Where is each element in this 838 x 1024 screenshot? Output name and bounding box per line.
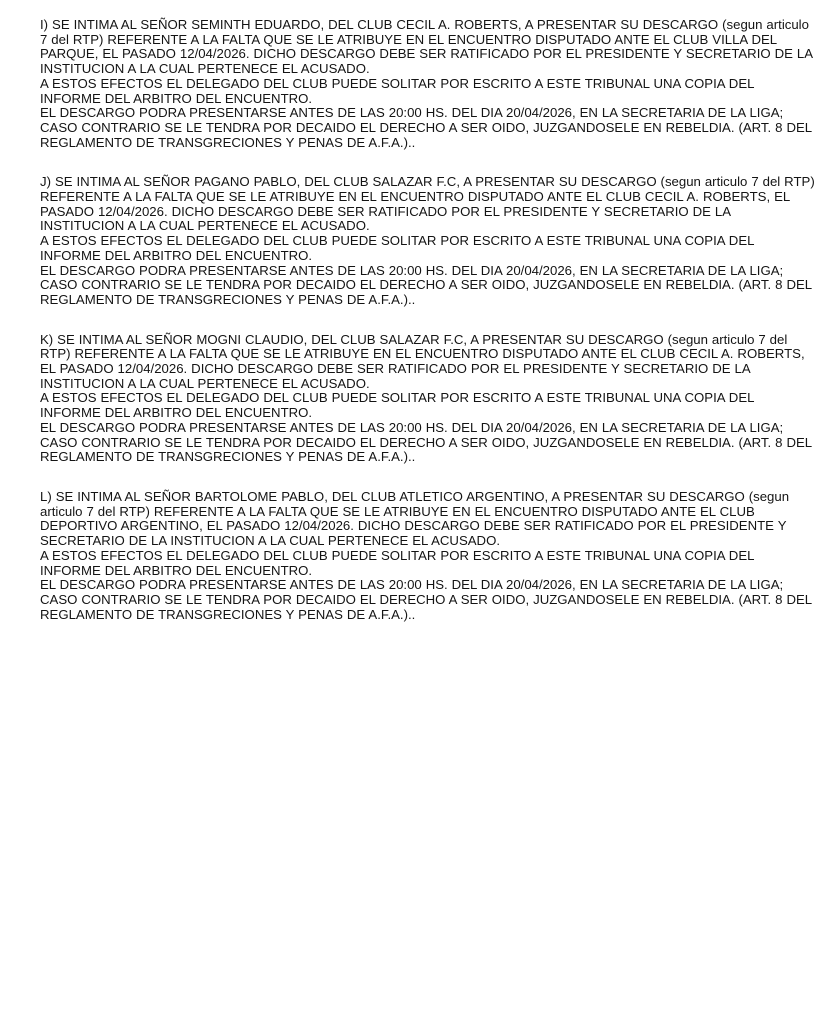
document-body (40, 18, 816, 647)
notice-referee-report-text: A ESTOS EFECTOS EL DELEGADO DEL CLUB PUEDE SOLITAR POR ESCRITO A ESTE TRIBUNAL UNA COPIA DEL INFORME DEL ARBITRO DEL ENCUENTRO. (40, 390, 754, 421)
notice-paragraph-j (40, 175, 816, 307)
notice-summons-text: I) SE INTIMA AL SEÑOR SEMINTH EDUARDO, DEL CLUB CECIL A. ROBERTS, A PRESENTAR SU DESCARGO (segun articulo 7 del RTP) REFERENTE A LA FALTA QUE SE LE ATRIBUYE EN EL ENCUENTRO DISPUTADO ANTE EL CLUB VILLA DEL PARQUE, EL PASADO 12/04/2026. DICHO DESCARGO DEBE SER RATIFICADO POR EL PRESIDENTE Y SECRETARIO DE LA INSTITUCION A LA CUAL PERTENECE EL ACUSADO. (40, 17, 813, 77)
notice-deadline-text: EL DESCARGO PODRA PRESENTARSE ANTES DE LAS 20:00 HS. DEL DIA 20/04/2026, EN LA SECRETARIA DE LA LIGA; CASO CONTRARIO SE LE TENDRA POR DECAIDO EL DERECHO A SER OIDO, JUZGANDOSELE EN REBELDIA. (ART. 8 DEL REGLAMENTO DE TRANSGRECIONES Y PENAS DE A.F.A.).. (40, 105, 812, 150)
notice-referee-report-text: A ESTOS EFECTOS EL DELEGADO DEL CLUB PUEDE SOLITAR POR ESCRITO A ESTE TRIBUNAL UNA COPIA DEL INFORME DEL ARBITRO DEL ENCUENTRO. (40, 233, 754, 263)
notice-referee-report-text: A ESTOS EFECTOS EL DELEGADO DEL CLUB PUEDE SOLITAR POR ESCRITO A ESTE TRIBUNAL UNA COPIA DEL INFORME DEL ARBITRO DEL ENCUENTRO. (40, 75, 754, 106)
notice-summons-text: K) SE INTIMA AL SEÑOR MOGNI CLAUDIO, DEL CLUB SALAZAR F.C, A PRESENTAR SU DESCARGO (segun articulo 7 del RTP) REFERENTE A LA FALTA QUE SE LE ATRIBUYE EN EL ENCUENTRO DISPUTADO ANTE EL CLUB CECIL A. ROBERTS, EL PASADO 12/04/2026. DICHO DESCARGO DEBE SER RATIFICADO POR EL PRESIDENTE Y SECRETARIO DE LA INSTITUCION A LA CUAL PERTENECE EL ACUSADO. (40, 331, 805, 391)
notice-deadline-text: EL DESCARGO PODRA PRESENTARSE ANTES DE LAS 20:00 HS. DEL DIA 20/04/2026, EN LA SECRETARIA DE LA LIGA; CASO CONTRARIO SE LE TENDRA POR DECAIDO EL DERECHO A SER OIDO, JUZGANDOSELE EN REBELDIA. (ART. 8 DEL REGLAMENTO DE TRANSGRECIONES Y PENAS DE A.F.A.).. (40, 262, 812, 307)
notice-paragraph-l (40, 490, 816, 622)
notice-paragraph-k (40, 333, 816, 465)
notice-deadline-text: EL DESCARGO PODRA PRESENTARSE ANTES DE LAS 20:00 HS. DEL DIA 20/04/2026, EN LA SECRETARIA DE LA LIGA; CASO CONTRARIO SE LE TENDRA POR DECAIDO EL DERECHO A SER OIDO, JUZGANDOSELE EN REBELDIA. (ART. 8 DEL REGLAMENTO DE TRANSGRECIONES Y PENAS DE A.F.A.).. (40, 577, 812, 622)
notice-deadline-text: EL DESCARGO PODRA PRESENTARSE ANTES DE LAS 20:00 HS. DEL DIA 20/04/2026, EN LA SECRETARIA DE LA LIGA; CASO CONTRARIO SE LE TENDRA POR DECAIDO EL DERECHO A SER OIDO, JUZGANDOSELE EN REBELDIA. (ART. 8 DEL REGLAMENTO DE TRANSGRECIONES Y PENAS DE A.F.A.).. (40, 419, 812, 465)
notice-summons-text: L) SE INTIMA AL SEÑOR BARTOLOME PABLO, DEL CLUB ATLETICO ARGENTINO, A PRESENTAR SU DESCARGO (segun articulo 7 del RTP) REFERENTE A LA FALTA QUE SE LE ATRIBUYE EN EL ENCUENTRO DISPUTADO ANTE EL CLUB DEPORTIVO ARGENTINO, EL PASADO 12/04/2026. DICHO DESCARGO DEBE SER RATIFICADO POR EL PRESIDENTE Y SECRETARIO DE LA INSTITUCION A LA CUAL PERTENECE EL ACUSADO. (40, 488, 790, 549)
notice-summons-text: J) SE INTIMA AL SEÑOR PAGANO PABLO, DEL CLUB SALAZAR F.C, A PRESENTAR SU DESCARGO (segun articulo 7 del RTP) REFERENTE A LA FALTA QUE SE LE ATRIBUYE EN EL ENCUENTRO DISPUTADO ANTE EL CLUB CECIL A. ROBERTS, EL PASADO 12/04/2026. DICHO DESCARGO DEBE SER RATIFICADO POR EL PRESIDENTE Y SECRETARIO DE LA INSTITUCION A LA CUAL PERTENECE EL ACUSADO. (40, 174, 815, 234)
notice-referee-report-text: A ESTOS EFECTOS EL DELEGADO DEL CLUB PUEDE SOLITAR POR ESCRITO A ESTE TRIBUNAL UNA COPIA DEL INFORME DEL ARBITRO DEL ENCUENTRO. (40, 547, 754, 578)
notice-paragraph-i (40, 18, 816, 150)
